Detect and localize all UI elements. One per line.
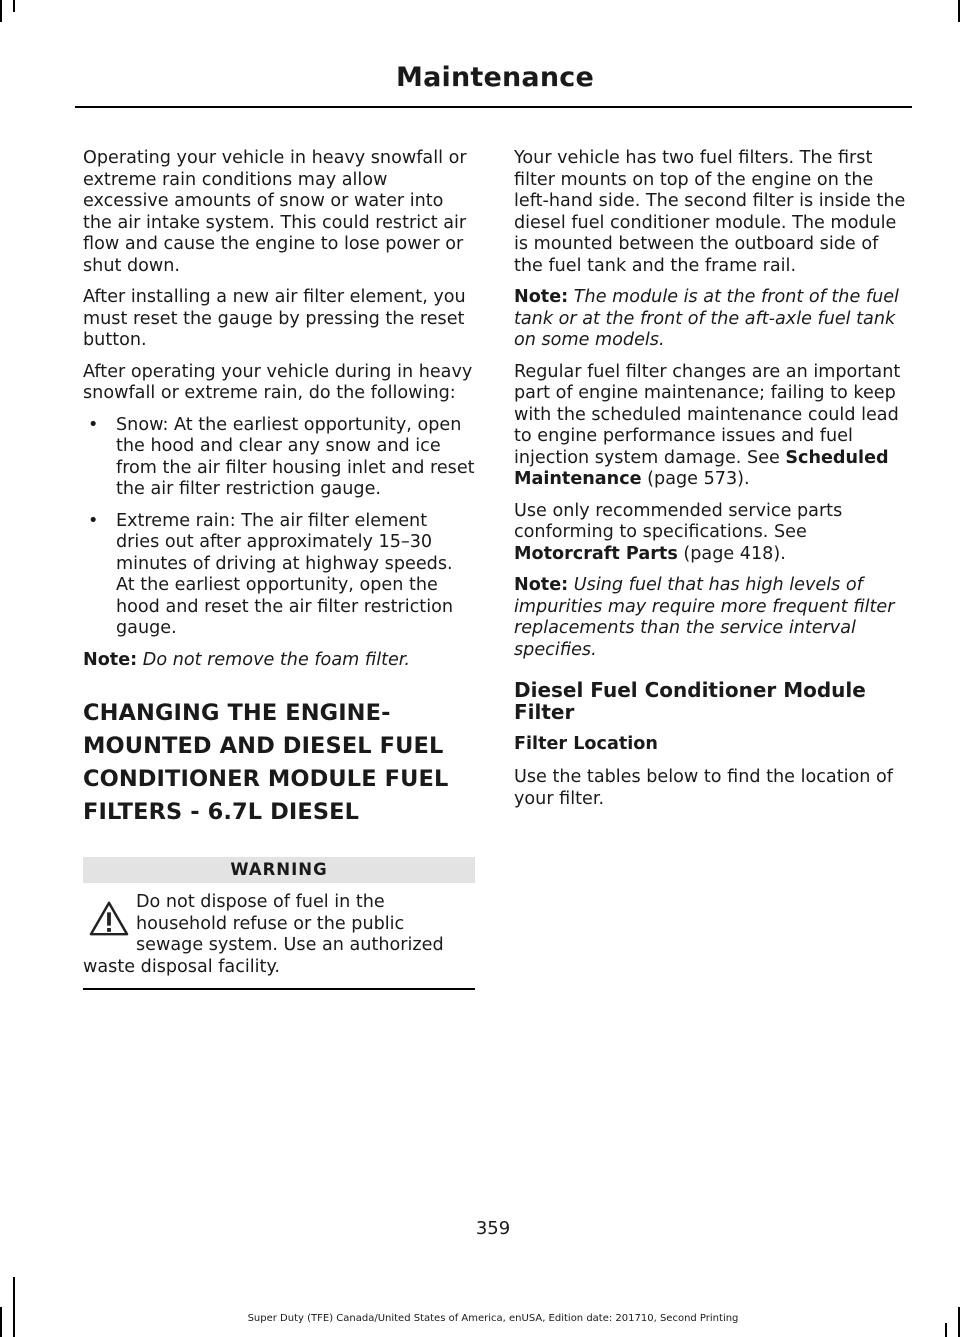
page-title: Maintenance: [396, 62, 594, 93]
crop-mark: [13, 1277, 15, 1337]
crop-mark: [945, 1323, 947, 1337]
paragraph: After operating your vehicle during in heavy snowfall or extreme rain, do the following:: [83, 361, 473, 403]
page-number: 359: [475, 1218, 511, 1239]
warning-body: [83, 883, 475, 986]
note-label: Note:: [514, 287, 569, 307]
page-reference: (page 573).: [647, 469, 750, 489]
paragraph: Use the tables below to find the location of your filter.: [514, 767, 893, 809]
note-label: Note:: [514, 575, 569, 595]
note-text: The module is at the front of the fuel tank or at the front of the aft-axle fuel tank on some models.: [514, 287, 899, 350]
bullet-icon: •: [88, 510, 99, 531]
page-reference: (page 418).: [683, 543, 786, 564]
note-text: Using fuel that has high levels of impurities may require more frequent filter replacements than the service interval specifies.: [514, 575, 895, 660]
list-item-text: Snow: At the earliest opportunity, open the hood and clear any snow and ice from the air filter housing inlet and reset the air filter restriction gauge.: [116, 414, 475, 499]
footer-text: Super Duty (TFE) Canada/United States of America, enUSA, Edition date: 201710, Second Printing: [247, 1313, 739, 1324]
bullet-icon: •: [88, 414, 99, 435]
paragraph: [514, 362, 908, 491]
subsection-heading: Diesel Fuel Conditioner Module Filter: [514, 678, 866, 724]
warning-title: WARNING: [83, 857, 475, 883]
warning-triangle-icon: [88, 900, 130, 938]
header-divider: [75, 106, 912, 108]
right-column: [514, 148, 908, 820]
note: [83, 650, 475, 672]
bullet-list: [83, 415, 475, 640]
warning-divider: [83, 988, 475, 990]
paragraph: Your vehicle has two fuel filters. The first filter mounts on top of the engine on the left-hand side. The second filter is inside the diesel fuel conditioner module. The module is mounted between the outboard side of the fuel tank and the frame rail.: [514, 148, 906, 276]
cross-reference-link[interactable]: Motorcraft Parts: [514, 543, 678, 564]
warning-box: [83, 857, 475, 990]
paragraph-text: Regular fuel filter changes are an important part of engine maintenance; failing to keep with the scheduled maintenance could lead to engine performance issues and fuel injection system damage. See: [514, 361, 901, 468]
cross-reference-link[interactable]: Scheduled Maintenance: [514, 447, 889, 489]
crop-mark: [13, 0, 15, 12]
paragraph-text: Use only recommended service parts conforming to specifications. See: [514, 500, 843, 542]
paragraph: [514, 501, 908, 566]
paragraph: After installing a new air filter element, you must reset the gauge by pressing the reset button.: [83, 287, 466, 350]
note-text: Do not remove the foam filter.: [142, 649, 411, 670]
note: [514, 287, 908, 352]
list-item-text: Extreme rain: The air filter element dries out after approximately 15–30 minutes of driving at highway speeds. At the earliest opportunity, open the hood and reset the air filter restriction gauge.: [116, 510, 453, 638]
crop-mark: [0, 0, 2, 22]
warning-text: Do not dispose of fuel in the household refuse or the public sewage system. Use an authorized waste disposal facility.: [83, 892, 444, 977]
minor-heading: Filter Location: [514, 734, 658, 754]
list-item: [83, 415, 475, 501]
section-heading: CHANGING THE ENGINE-MOUNTED AND DIESEL FUEL CONDITIONER MODULE FUEL FILTERS - 6.7L DIESEL: [83, 700, 449, 825]
note-label: Note:: [83, 649, 138, 670]
list-item: [83, 511, 475, 640]
note: [514, 575, 908, 661]
left-column: [83, 148, 475, 990]
paragraph: Operating your vehicle in heavy snowfall or extreme rain conditions may allow excessive amounts of snow or water into the air intake system. This could restrict air flow and cause the engine to lose power or shut down.: [83, 148, 467, 276]
